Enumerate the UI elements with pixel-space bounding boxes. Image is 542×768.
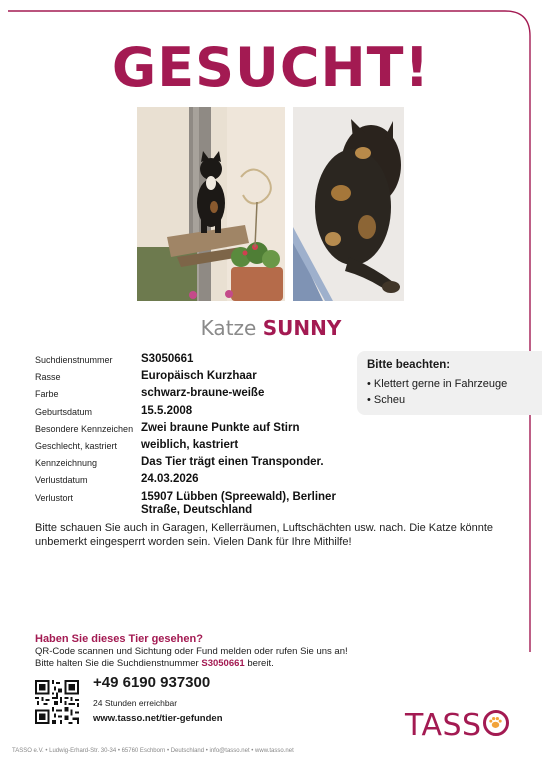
detail-label: Besondere Kennzeichen xyxy=(35,423,134,434)
info-paragraph: Bitte schauen Sie auch in Garagen, Kellerräumen, Luftschächten usw. nach. Die Katze könnte unbemerkt eingesperrt worden sein. Vielen Dank für Ihre Mithilfe! xyxy=(35,522,493,548)
detail-value: Das Tier trägt einen Transponder. xyxy=(141,456,324,469)
detail-row-color xyxy=(35,387,355,404)
detail-label: Suchdienstnummer xyxy=(35,355,113,365)
detail-value: S3050661 xyxy=(141,353,194,365)
cat-photo-sleeping xyxy=(293,107,404,301)
detail-row-sex xyxy=(35,439,355,456)
detail-value: Zwei braune Punkte auf Stirn xyxy=(141,421,300,434)
logo-text: TASS xyxy=(405,708,482,743)
detail-label: Geschlecht, kastriert xyxy=(35,440,118,451)
headline-gesucht: GESUCHT! xyxy=(111,36,431,99)
notice-item-text: Klettert gerne in Fahrzeuge xyxy=(373,378,508,390)
detail-row-marks xyxy=(35,422,355,439)
notice-item: • Klettert gerne in Fahrzeuge xyxy=(367,378,508,390)
cat-photo-garden xyxy=(137,107,285,301)
detail-label: Verlustdatum xyxy=(35,475,88,486)
species-label: Katze xyxy=(200,316,257,340)
footer-address: TASSO e.V. • Ludwig-Erhard-Str. 30-34 • 65760 Eschborn • Deutschland • info@tasso.net • www.tasso.net xyxy=(12,748,294,754)
logo-o-paw-icon xyxy=(483,710,509,736)
hours-text: 24 Stunden erreichbar xyxy=(93,698,178,708)
detail-label: Geburtsdatum xyxy=(35,406,93,417)
notice-item-text: Scheu xyxy=(373,394,406,406)
pet-name-line xyxy=(0,316,542,340)
detail-row-birth xyxy=(35,405,355,422)
detail-row-tag xyxy=(35,456,355,473)
contact-line-2 xyxy=(35,658,395,670)
contact-line-2-post: bereit. xyxy=(247,657,274,669)
detail-row-lost-place xyxy=(35,491,355,525)
notice-box xyxy=(357,351,542,415)
phone-number[interactable]: +49 6190 937300 xyxy=(93,674,211,691)
contact-line-2-number: S3050661 xyxy=(201,657,245,669)
detail-value: 24.03.2026 xyxy=(141,473,199,486)
notice-title: Bitte beachten: xyxy=(367,359,451,371)
detail-label: Kennzeichnung xyxy=(35,458,98,469)
detail-row-lost-date xyxy=(35,473,355,490)
detail-value: Europäisch Kurzhaar xyxy=(141,370,257,383)
contact-text xyxy=(35,646,395,669)
details-table xyxy=(35,353,355,525)
detail-label: Rasse xyxy=(35,372,61,383)
pet-name: SUNNY xyxy=(262,316,342,340)
tasso-logo xyxy=(405,708,509,743)
notice-item: • Scheu xyxy=(367,394,406,406)
detail-value: weiblich, kastriert xyxy=(141,438,239,451)
detail-label: Verlustort xyxy=(35,492,74,503)
detail-value: 15.5.2008 xyxy=(141,404,193,417)
detail-value: schwarz-braune-weiße xyxy=(141,387,265,400)
contact-line-2-pre: Bitte halten Sie die Suchdienstnummer xyxy=(35,657,199,669)
qr-code-icon[interactable] xyxy=(35,680,79,724)
contact-line-1: QR-Code scannen und Sichtung oder Fund melden oder rufen Sie uns an! xyxy=(35,646,348,657)
found-url-link[interactable]: www.tasso.net/tier-gefunden xyxy=(93,713,223,724)
detail-row-id xyxy=(35,353,355,370)
detail-value: 15907 Lübben (Spreewald), Berliner Straße, Deutschland xyxy=(141,490,336,516)
detail-row-breed xyxy=(35,370,355,387)
contact-title: Haben Sie dieses Tier gesehen? xyxy=(35,633,203,645)
detail-label: Farbe xyxy=(35,389,59,400)
paw-icon xyxy=(488,715,503,730)
